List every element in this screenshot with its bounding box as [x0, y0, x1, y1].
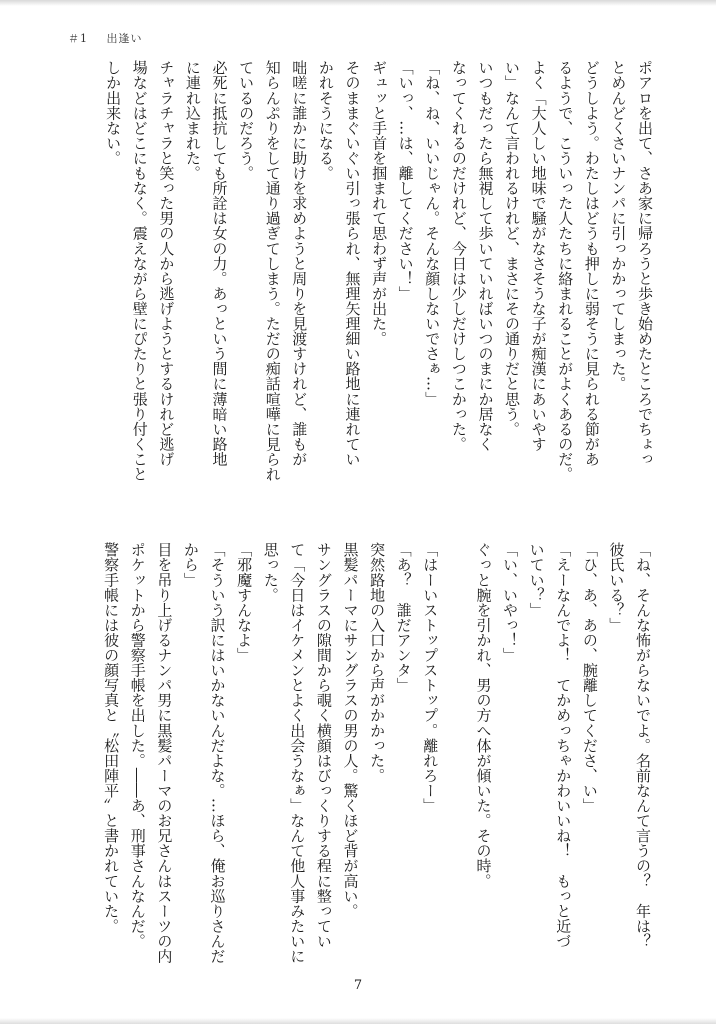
text-column: 「ね、そんな怖がらないでよ。名前なんて言うの？ 年は？: [634, 542, 652, 949]
chapter-number: ＃1: [68, 32, 88, 45]
text-column: 必死に抵抗しても所詮は女の力。あっという間に薄暗い路地: [210, 60, 229, 467]
text-column: どうしよう。わたしはどうも押しに弱そうに見られる節があ: [582, 60, 601, 467]
text-column: 目を吊り上げるナンパ男に黒髪パーマのお兄さんはスーツの内: [155, 542, 174, 964]
text-column: 「えーなんでよ！ てかめっちゃかわいいね！ もっと近づ: [554, 542, 573, 949]
text-column: に連れ込まれた。: [183, 60, 202, 181]
text-column: ポケットから警察手帳を出した。――あ、刑事さんなんだ。: [128, 542, 147, 949]
text-column: 「い、いやっ！」: [501, 542, 520, 663]
text-column: 黒髪パーマにサングラスの男の人。驚くほど背が高い。: [341, 542, 360, 919]
text-column: そのままぐいぐい引っ張られ、無理矢理細い路地に連れてい: [343, 60, 362, 467]
text-column: 知らんぷりをして通り過ぎてしまう。ただの痴話喧嘩に見られ: [263, 60, 282, 482]
text-column: よく「大人しい地味で騒がなさそうな子が痴漢にあいやす: [529, 60, 548, 452]
text-column: ポアロを出て、さあ家に帰ろうと歩き始めたところでちょっ: [636, 60, 654, 467]
text-column: いつもだったら無視して歩いていればいつのまにか居なく: [476, 60, 495, 452]
text-column: かれそうになる。: [316, 60, 335, 181]
page-number: 7: [353, 978, 363, 993]
text-column: しか出来ない。: [104, 60, 123, 166]
text-column: 場などはどこにもなく。震えながら壁にぴたりと張り付くこと: [130, 60, 149, 482]
text-column: ぐっと腕を引かれ、男の方へ体が傾いた。その時。: [474, 542, 493, 889]
text-column: 警察手帳には彼の顔写真と〝松田陣平〟と書かれていた。: [102, 542, 121, 934]
text-block-bottom: [98, 542, 656, 982]
text-column: い」なんて言われるけれど、まさにその通りだと思う。: [503, 60, 522, 437]
text-column: 突然路地の入口から声がかかった。: [368, 542, 387, 783]
page-top-edge: [0, 0, 716, 6]
text-column: ギュッと手首を掴まれて思わず声が出た。: [370, 60, 389, 346]
text-column: 彼氏いる？」: [607, 542, 626, 633]
text-column: 「邪魔すんなよ」: [235, 542, 254, 663]
text-column: 「いっ、…は、離してください！」: [396, 60, 415, 301]
text-column: 「そういう訳にはいかないんだよな。…ほら、俺お巡りさんだ: [208, 542, 227, 964]
chapter-title: 出逢い: [106, 32, 143, 45]
text-column: なってくれるのだけれど、今日は少しだけしつこかった。: [449, 60, 468, 452]
page-bottom-edge: [0, 1018, 716, 1024]
text-block-top: [100, 60, 658, 500]
text-column: 「はーいストップストップ。離れろー」: [421, 542, 440, 813]
text-column: 「ひ、あ、あの、腕離してくださ、い」: [580, 542, 599, 813]
text-column: いてい？」: [527, 542, 546, 618]
text-column: 思った。: [261, 542, 280, 603]
text-column: 「あ？ 誰だアンタ」: [394, 542, 413, 693]
text-column: チャラチャラと笑った男の人から逃げようとするけれど逃げ: [157, 60, 176, 467]
text-column: て「今日はイケメンとよく出会うなぁ」なんて他人事みたいに: [288, 542, 307, 964]
running-header: [68, 30, 157, 46]
text-column: から」: [181, 542, 200, 588]
text-column: 咄嗟に誰かに助けを求めようと周りを見渡すけれど、誰もが: [290, 60, 309, 467]
text-column: サングラスの隙間から覗く横顔はびっくりする程に整ってい: [314, 542, 333, 949]
text-column: 「ね、ね、いいじゃん。そんな顔しないでさぁ…」: [423, 60, 442, 407]
blank-column: [443, 542, 470, 982]
text-column: ているのだろう。: [237, 60, 256, 181]
text-column: るようで、こういった人たちに絡まれることがよくあるのだ。: [556, 60, 575, 482]
text-column: とめんどくさいナンパに引っかかってしまった。: [609, 60, 628, 392]
